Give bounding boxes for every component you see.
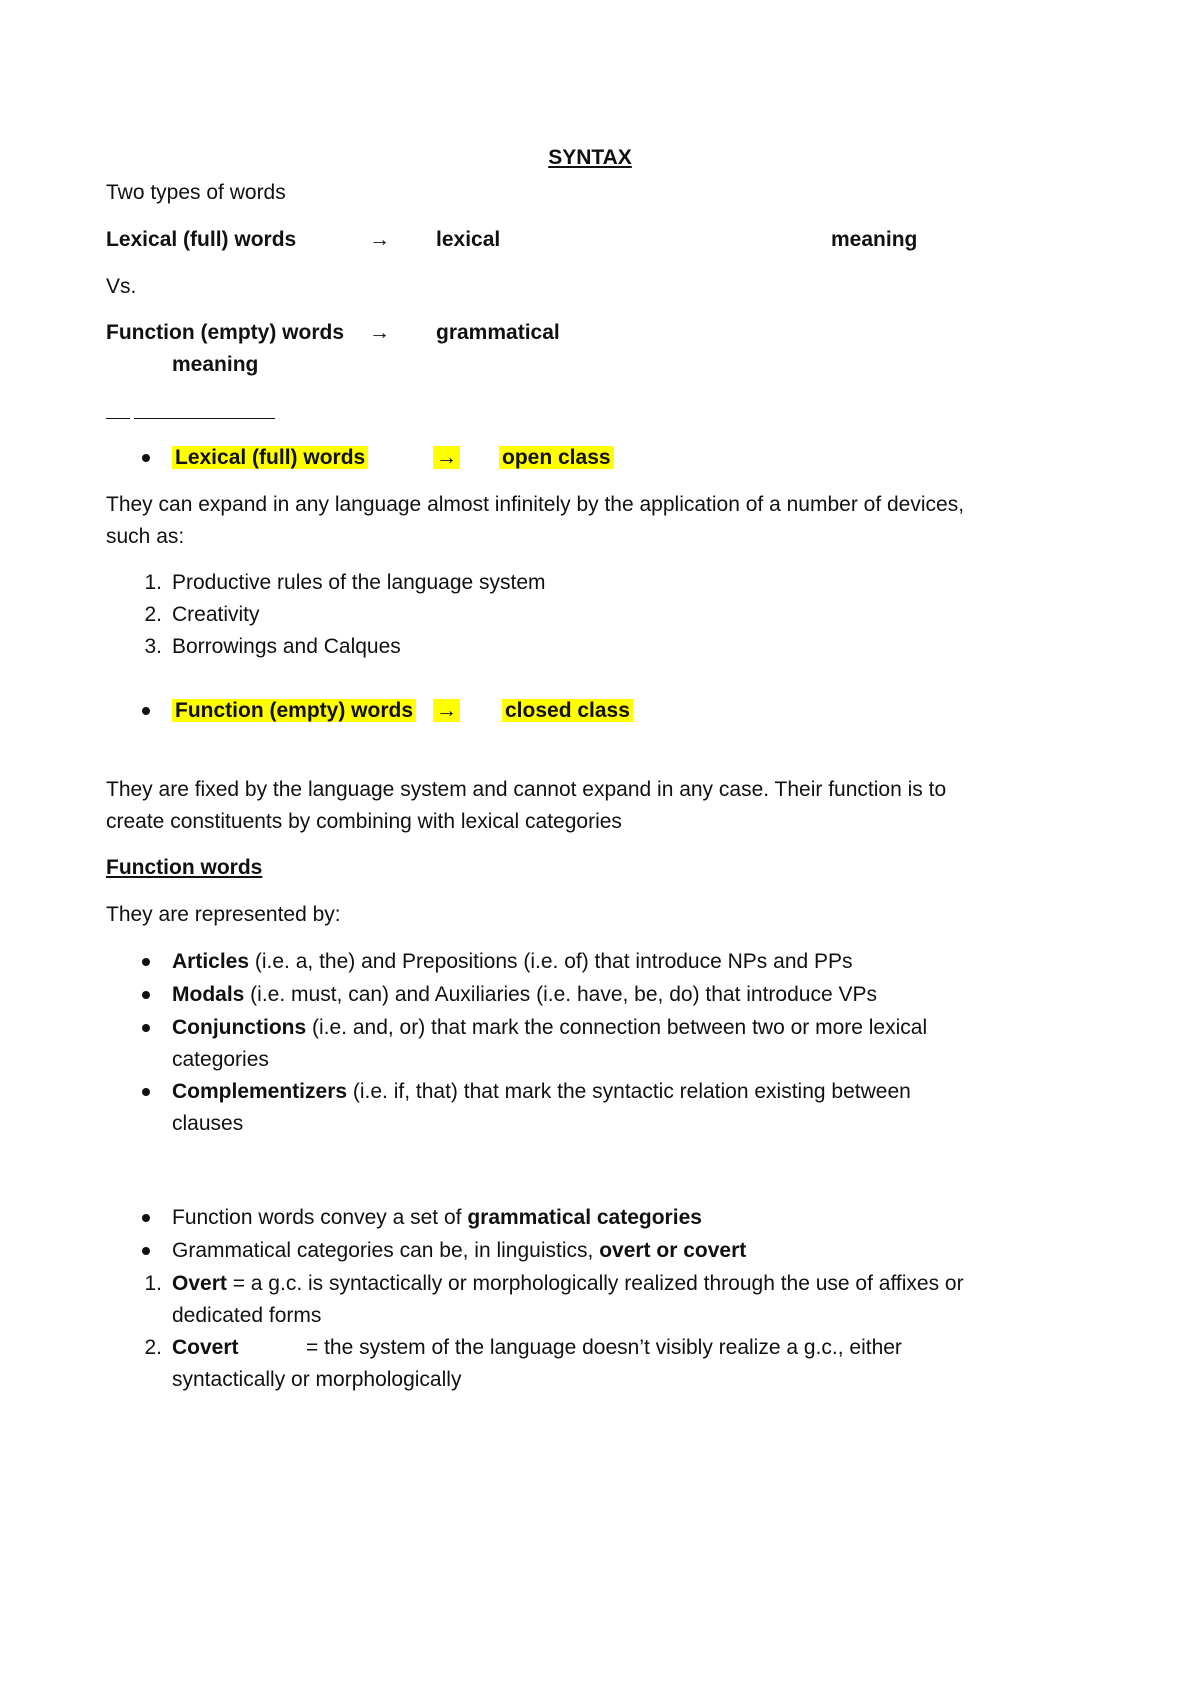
- function-words-heading: Function words: [106, 856, 263, 879]
- separator-line: [106, 418, 130, 419]
- list-item: Borrowings and Calques: [172, 635, 401, 658]
- list-item: [172, 1238, 746, 1264]
- separator-line: [134, 418, 275, 419]
- closed-bullet-term: Function (empty) words: [172, 699, 416, 722]
- item-text: (i.e. if, that) that mark the syntactic relation existing between: [347, 1080, 911, 1103]
- item-text: (i.e. must, can) and Auxiliaries (i.e. have, be, do) that introduce VPs: [244, 983, 877, 1006]
- item-text: Function words convey a set of: [172, 1206, 468, 1229]
- bullet-icon: [142, 1247, 150, 1255]
- item-term: Conjunctions: [172, 1016, 307, 1039]
- item-text: = a g.c. is syntactically or morphologically realized through the use of affixes or: [226, 1272, 964, 1295]
- item-text: (i.e. and, or) that mark the connection between two or more lexical: [306, 1016, 928, 1039]
- bullet-icon: [142, 958, 150, 966]
- item-term: grammatical categories: [467, 1206, 702, 1229]
- item-continuation: clauses: [172, 1112, 244, 1135]
- item-term: Covert: [172, 1336, 239, 1359]
- arrow-icon: →: [433, 446, 460, 469]
- bullet-icon: [142, 1088, 150, 1096]
- item-term: Articles: [172, 950, 250, 973]
- open-para-line: such as:: [106, 525, 185, 548]
- bullet-icon: [142, 1214, 150, 1222]
- item-term: overt or covert: [599, 1239, 747, 1262]
- open-para-line: They can expand in any language almost infinitely by the application of a number of devices,: [106, 493, 965, 516]
- closed-class-label: closed class: [502, 699, 633, 722]
- closed-para-line: They are fixed by the language system and cannot expand in any case. Their function is to: [106, 778, 947, 801]
- lexical-term: Lexical (full) words: [106, 228, 297, 251]
- represented-intro: They are represented by:: [106, 903, 341, 926]
- list-item: [172, 1205, 702, 1231]
- arrow-icon: →: [369, 228, 390, 251]
- list-item: Creativity: [172, 603, 260, 626]
- page-title: SYNTAX: [548, 146, 632, 169]
- open-class-label: open class: [499, 446, 614, 469]
- bullet-icon: [142, 454, 150, 462]
- closed-para-line: create constituents by combining with lexical categories: [106, 810, 622, 833]
- lexical-meaning-word: meaning: [831, 228, 918, 251]
- list-number: 1.: [144, 571, 162, 594]
- list-number: 2.: [144, 1336, 162, 1359]
- item-term: Complementizers: [172, 1080, 348, 1103]
- list-number: 3.: [144, 635, 162, 658]
- bullet-icon: [142, 1024, 150, 1032]
- bullet-icon: [142, 707, 150, 715]
- list-item: [172, 949, 853, 975]
- list-number: 2.: [144, 603, 162, 626]
- function-meaning-word: meaning: [172, 353, 259, 376]
- item-text: (i.e. a, the) and Prepositions (i.e. of) that introduce NPs and PPs: [249, 950, 853, 973]
- list-item: [172, 982, 877, 1008]
- item-text: = the system of the language doesn’t visibly realize a g.c., either: [306, 1336, 902, 1359]
- arrow-icon: →: [369, 321, 390, 344]
- function-term: Function (empty) words: [106, 321, 344, 344]
- item-continuation: dedicated forms: [172, 1304, 322, 1327]
- item-term: Overt: [172, 1272, 227, 1295]
- list-item: [172, 1015, 927, 1041]
- versus-text: Vs.: [106, 275, 137, 298]
- open-bullet-term: Lexical (full) words: [172, 446, 368, 469]
- function-meaning-type: grammatical: [436, 321, 560, 344]
- item-term: Modals: [172, 983, 245, 1006]
- lexical-meaning-type: lexical: [436, 228, 501, 251]
- intro-text: Two types of words: [106, 181, 286, 204]
- item-text: Grammatical categories can be, in linguistics,: [172, 1239, 600, 1262]
- item-continuation: syntactically or morphologically: [172, 1368, 462, 1391]
- arrow-icon: →: [433, 699, 460, 722]
- item-continuation: categories: [172, 1048, 269, 1071]
- list-item: [172, 1079, 911, 1105]
- list-item: Productive rules of the language system: [172, 571, 546, 594]
- list-number: 1.: [144, 1272, 162, 1295]
- list-item: [172, 1271, 964, 1297]
- bullet-icon: [142, 991, 150, 999]
